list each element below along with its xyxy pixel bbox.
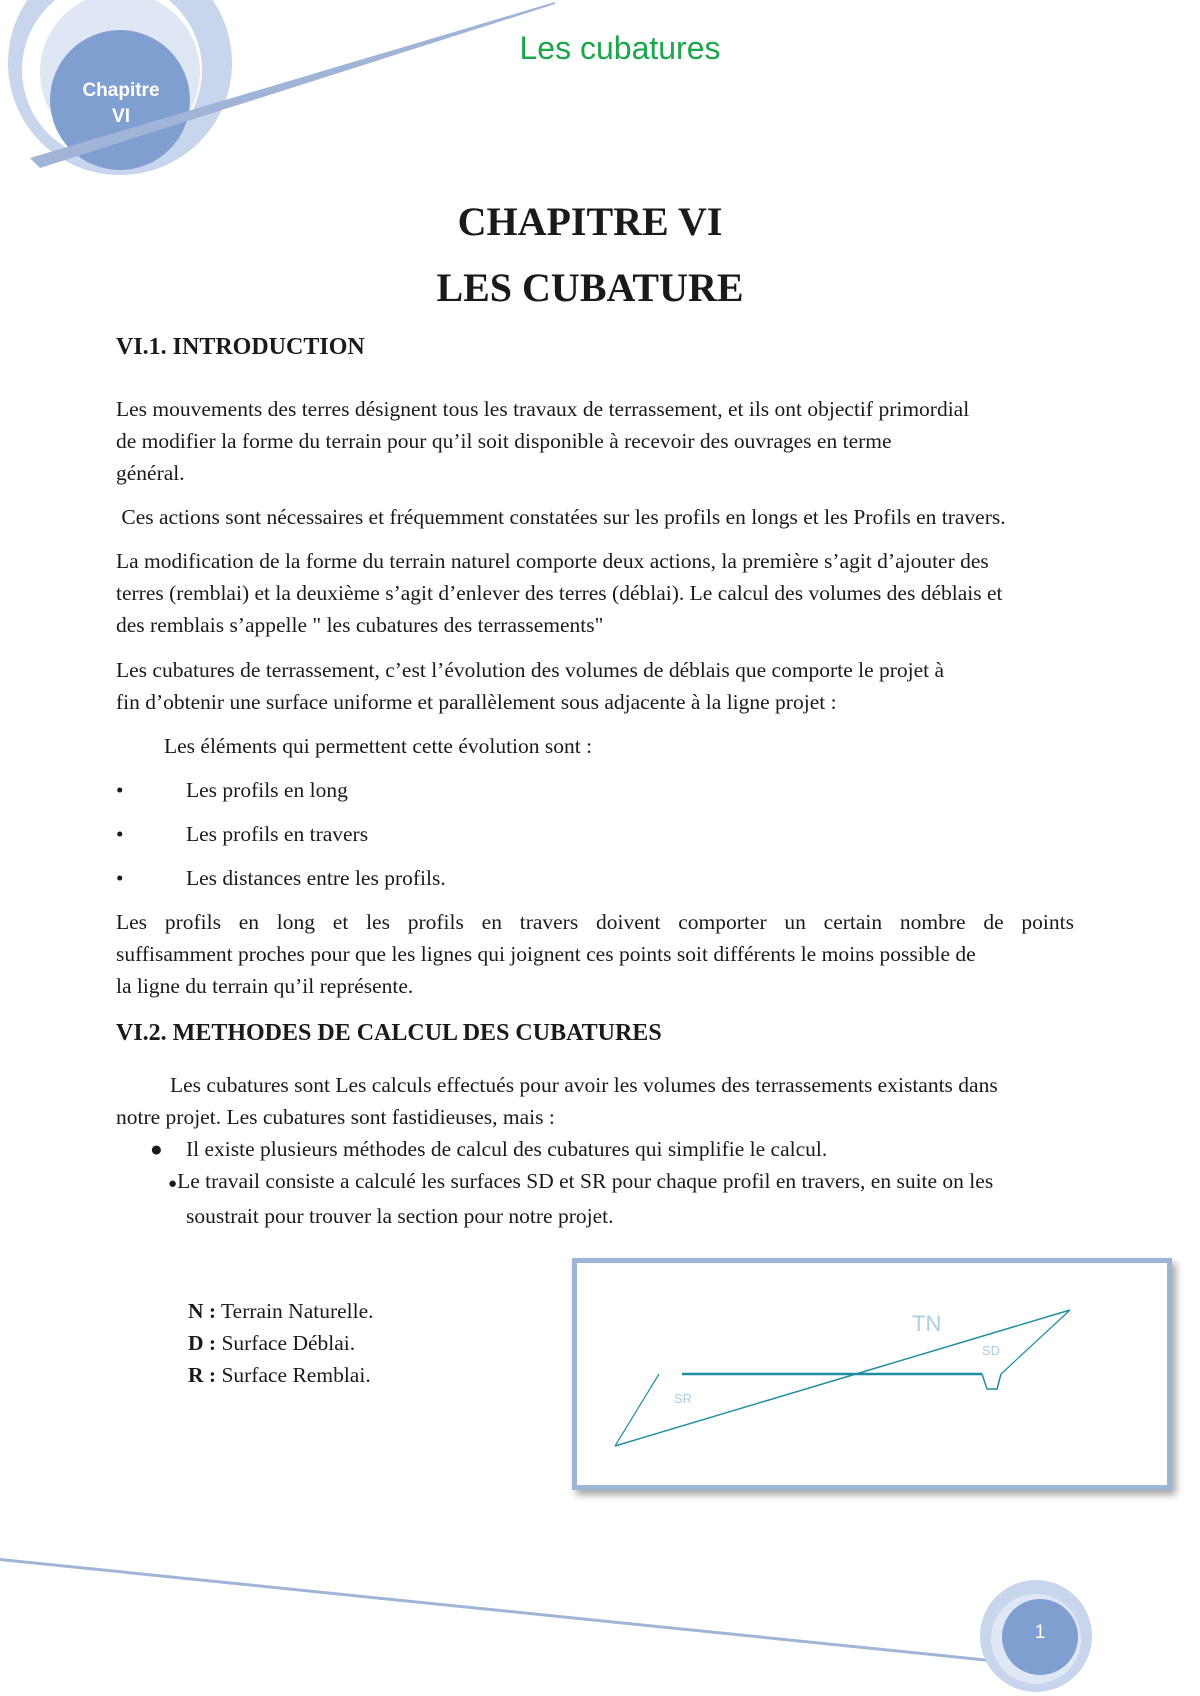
chapter-badge-line2: VI: [112, 106, 130, 127]
intro-paragraph-2: Ces actions sont nécessaires et fréquemment constatées sur les profils en longs et les Profils en travers.: [116, 505, 1006, 529]
chapter-badge: [52, 78, 190, 130]
section-heading-introduction: VI.1. INTRODUCTION: [116, 334, 365, 360]
chapter-title: CHAPITRE VI: [457, 199, 723, 244]
label-sd: SD: [982, 1343, 1001, 1358]
bullet-icon: •: [116, 822, 124, 846]
text-line: fin d’obtenir une surface uniforme et parallèlement sous adjacente à la ligne projet :: [116, 690, 837, 714]
text-line: général.: [116, 461, 185, 485]
intro-paragraph-3: [116, 545, 1003, 641]
text-line: notre projet. Les cubatures sont fastidieuses, mais :: [116, 1105, 555, 1129]
text-line: Les cubatures sont Les calculs effectués pour avoir les volumes des terrassements existants dans: [170, 1073, 998, 1097]
text-line: la ligne du terrain qu’il représente.: [116, 974, 414, 998]
intro-paragraph-6: [116, 906, 1074, 1002]
legend-item-d: D : Surface Déblai.: [188, 1331, 356, 1355]
methods-bullet-1: [150, 1133, 828, 1165]
list-item: [116, 774, 348, 806]
list-item-text: Les profils en long: [186, 778, 348, 802]
bullet-icon: •: [116, 778, 124, 802]
text-line: Les cubatures de terrassement, c’est l’évolution des volumes de déblais que comporte le projet à: [116, 658, 945, 682]
text-line: suffisamment proches pour que les lignes qui joignent ces points soit différents le moins possible de: [116, 942, 976, 966]
methods-paragraph: [116, 1069, 998, 1133]
cross-section-diagram: [577, 1263, 1167, 1485]
text-line: de modifier la forme du terrain pour qu’il soit disponible à recevoir des ouvrages en terme: [116, 429, 892, 453]
legend: [188, 1295, 374, 1391]
bullet-icon: •: [116, 866, 124, 890]
intro-paragraph-4: [116, 654, 944, 718]
list-item: [116, 818, 369, 850]
intro-paragraph-5: Les éléments qui permettent cette évolution sont :: [164, 734, 593, 758]
cross-section-figure: [572, 1258, 1172, 1490]
chapter-subtitle: LES CUBATURE: [436, 265, 744, 310]
ditch-outline: [982, 1374, 1001, 1389]
chapter-badge-line1: Chapitre: [82, 80, 160, 101]
page-number: 1: [1034, 1622, 1046, 1643]
bullet-icon: ●: [150, 1137, 163, 1161]
list-item-text: Il existe plusieurs méthodes de calcul des cubatures qui simplifie le calcul.: [186, 1137, 828, 1161]
footer-decoration: [0, 1540, 1200, 1696]
legend-item-r: R : Surface Remblai.: [188, 1363, 371, 1387]
list-item-text: soustrait pour trouver la section pour notre projet.: [186, 1204, 614, 1228]
legend-item-n: N : Terrain Naturelle.: [188, 1299, 374, 1323]
text-line: Les profils en long et les profils en travers doivent comporter un certain nombre de points: [116, 910, 1074, 934]
label-tn: TN: [912, 1311, 942, 1336]
label-sr: SR: [674, 1391, 693, 1406]
list-item-text: Les profils en travers: [186, 822, 369, 846]
intro-paragraph-1: [116, 393, 969, 489]
terrain-line: [615, 1310, 1070, 1446]
text-line: terres (remblai) et la deuxième s’agit d’enlever des terres (déblai). Le calcul des volumes des déblais et: [116, 581, 1003, 605]
list-item-text: Le travail consiste a calculé les surfaces SD et SR pour chaque profil en travers, en suite on les: [177, 1169, 994, 1193]
bullet-icon: ●: [168, 1176, 178, 1192]
section-heading-methodes: VI.2. METHODES DE CALCUL DES CUBATURES: [116, 1020, 662, 1046]
footer-swoosh-line: [0, 1558, 1020, 1665]
list-item: [116, 862, 446, 894]
methods-bullet-2: [168, 1165, 993, 1232]
header-title: Les cubatures: [519, 30, 721, 66]
list-item-text: Les distances entre les profils.: [186, 866, 446, 890]
text-line: Les mouvements des terres désignent tous les travaux de terrassement, et ils ont objectif primordial: [116, 397, 970, 421]
text-line: La modification de la forme du terrain naturel comporte deux actions, la première s’agit d’ajouter des: [116, 549, 989, 573]
text-line: des remblais s’appelle " les cubatures des terrassements": [116, 613, 604, 637]
